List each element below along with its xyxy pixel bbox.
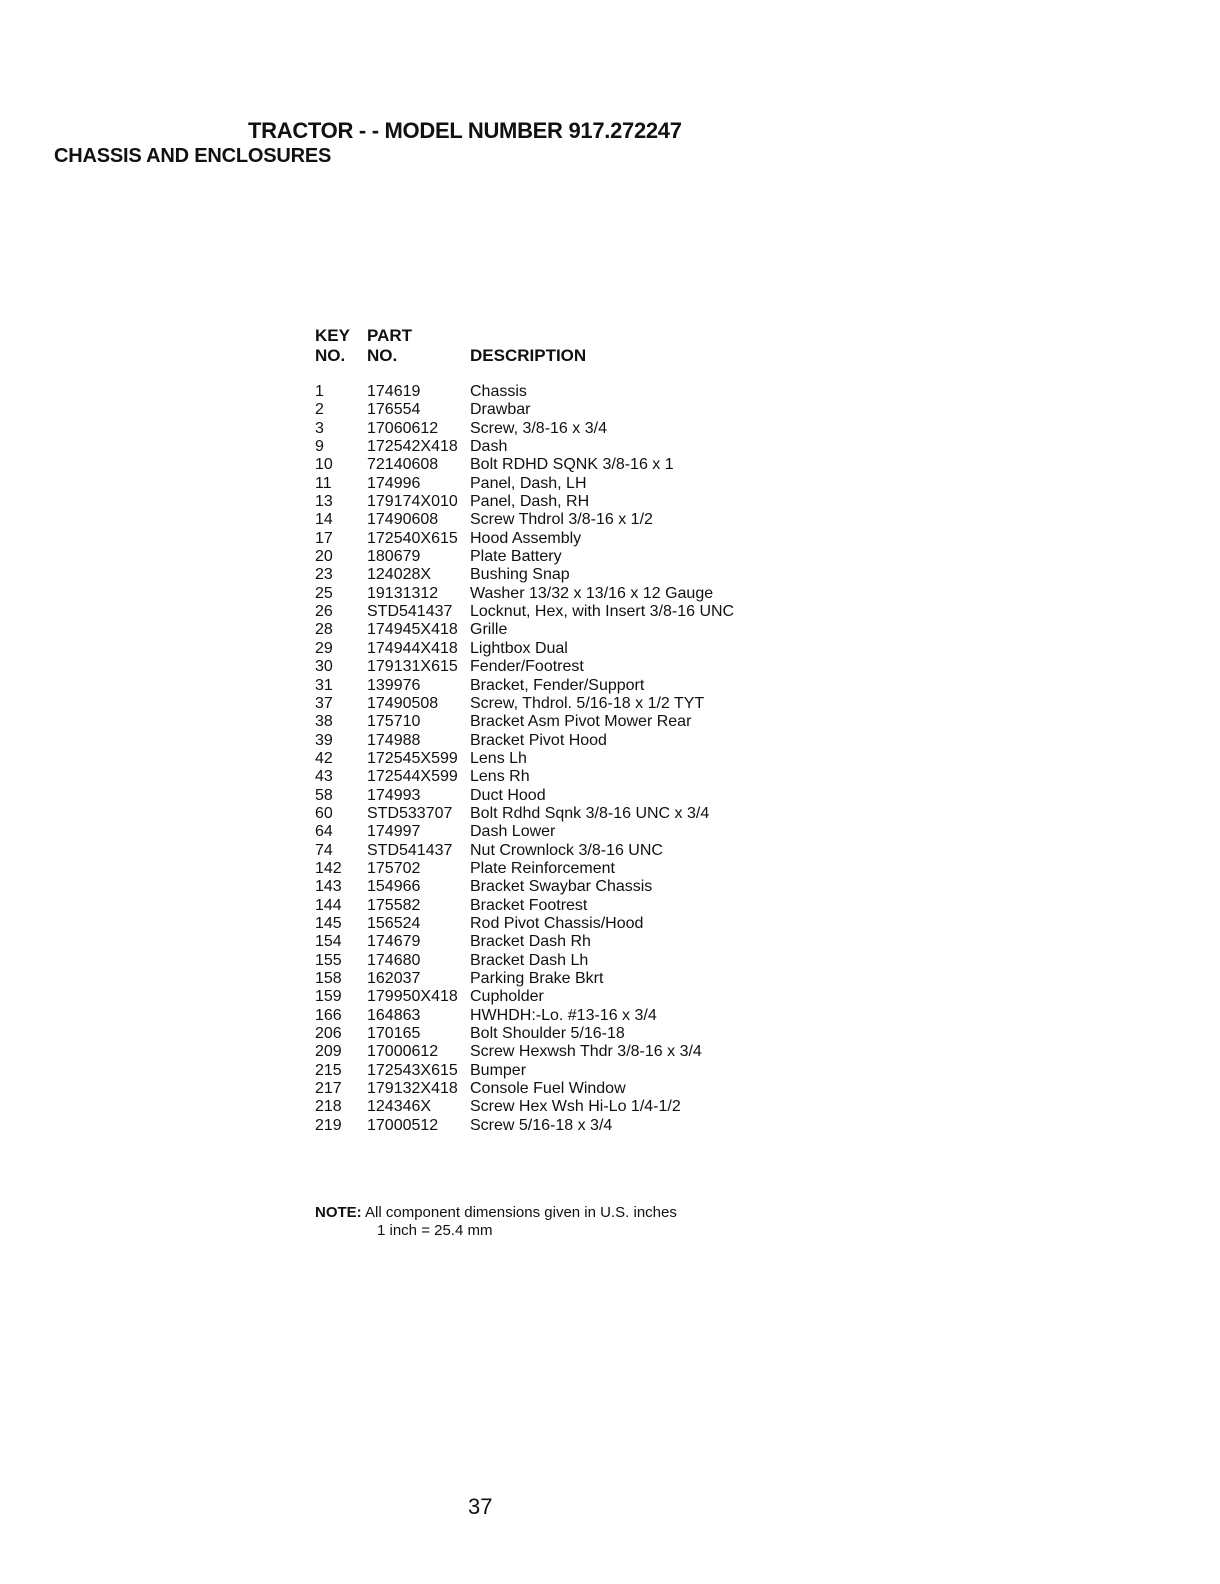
key-no: 64 — [315, 823, 333, 841]
part-no: 154966 — [367, 878, 421, 896]
part-description: Panel, Dash, RH — [470, 493, 590, 511]
part-no: 172542X418 — [367, 438, 458, 456]
part-no: 164863 — [367, 1006, 421, 1024]
key-no: 215 — [315, 1061, 342, 1079]
part-no: 172545X599 — [367, 749, 458, 767]
part-description: Rod Pivot Chassis/Hood — [470, 914, 644, 932]
key-no-header-line1: KEY — [315, 326, 350, 345]
part-description: Fender/Footrest — [470, 658, 584, 676]
key-no: 142 — [315, 859, 342, 877]
part-description: Drawbar — [470, 401, 531, 419]
part-no: 172543X615 — [367, 1061, 458, 1079]
key-no: 30 — [315, 658, 333, 676]
key-no: 10 — [315, 456, 333, 474]
part-no: 170165 — [367, 1025, 421, 1043]
part-no: 72140608 — [367, 456, 439, 474]
key-no: 14 — [315, 511, 333, 529]
part-description: Dash Lower — [470, 823, 556, 841]
key-no: 145 — [315, 914, 342, 932]
key-no: 154 — [315, 933, 342, 951]
note — [315, 1204, 677, 1222]
part-no: 179950X418 — [367, 988, 458, 1006]
part-no: STD541437 — [367, 841, 453, 859]
part-description: Screw Thdrol 3/8-16 x 1/2 — [470, 511, 653, 529]
part-no: 17060612 — [367, 419, 439, 437]
part-description: Bushing Snap — [470, 566, 570, 584]
part-no: 139976 — [367, 676, 421, 694]
key-no: 3 — [315, 419, 324, 437]
part-no: 180679 — [367, 548, 421, 566]
key-no: 25 — [315, 584, 333, 602]
part-description: Bolt Shoulder 5/16-18 — [470, 1025, 625, 1043]
part-description: Bracket, Fender/Support — [470, 676, 645, 694]
section-subtitle: CHASSIS AND ENCLOSURES — [54, 145, 332, 167]
part-description: Console Fuel Window — [470, 1080, 626, 1098]
part-description: Bracket Swaybar Chassis — [470, 878, 653, 896]
key-no: 37 — [315, 694, 333, 712]
key-no: 13 — [315, 493, 333, 511]
part-description: Lens Lh — [470, 749, 527, 767]
key-no: 217 — [315, 1080, 342, 1098]
part-no: 174680 — [367, 951, 421, 969]
page-number: 37 — [468, 1494, 493, 1519]
part-no: 156524 — [367, 914, 421, 932]
key-no: 206 — [315, 1025, 342, 1043]
part-no: 174997 — [367, 823, 421, 841]
key-no: 58 — [315, 786, 333, 804]
key-no: 17 — [315, 529, 333, 547]
part-description: Duct Hood — [470, 786, 546, 804]
key-no: 38 — [315, 713, 333, 731]
note-conversion: 1 inch = 25.4 mm — [377, 1222, 493, 1239]
part-no: 179131X615 — [367, 658, 458, 676]
part-no-header-line2: NO. — [367, 346, 398, 365]
part-no: 124028X — [367, 566, 432, 584]
part-description: Bumper — [470, 1061, 527, 1079]
key-no: 31 — [315, 676, 333, 694]
key-no: 39 — [315, 731, 333, 749]
part-description: Lightbox Dual — [470, 639, 568, 657]
part-no: 174944X418 — [367, 639, 458, 657]
part-no: STD533707 — [367, 804, 453, 822]
part-no: 162037 — [367, 970, 421, 987]
part-no: 17490608 — [367, 511, 439, 529]
part-no: 19131312 — [367, 584, 439, 602]
part-description: Bolt Rdhd Sqnk 3/8-16 UNC x 3/4 — [470, 804, 710, 822]
key-no: 159 — [315, 988, 342, 1006]
part-description: Panel, Dash, LH — [470, 474, 587, 492]
part-description: Grille — [470, 621, 508, 639]
part-no: 174619 — [367, 383, 421, 400]
part-no: 174996 — [367, 474, 421, 492]
part-no: 175582 — [367, 896, 421, 914]
key-no: 60 — [315, 804, 333, 822]
part-description: Locknut, Hex, with Insert 3/8-16 UNC — [470, 603, 735, 621]
part-description: Screw Hexwsh Thdr 3/8-16 x 3/4 — [470, 1043, 702, 1061]
part-description: Parking Brake Bkrt — [470, 970, 604, 987]
key-no: 158 — [315, 970, 342, 987]
part-description: Washer 13/32 x 13/16 x 12 Gauge — [470, 584, 714, 602]
note-text: All component dimensions given in U.S. inches — [365, 1204, 677, 1221]
key-no: 23 — [315, 566, 333, 584]
part-no: 17000612 — [367, 1043, 439, 1061]
key-no: 219 — [315, 1116, 342, 1134]
part-no: 172544X599 — [367, 768, 458, 786]
part-description: Bracket Dash Lh — [470, 951, 589, 969]
key-no: 42 — [315, 749, 333, 767]
part-no: STD541437 — [367, 603, 453, 621]
part-description: Cupholder — [470, 988, 544, 1006]
key-no: 26 — [315, 603, 333, 621]
part-description: Bolt RDHD SQNK 3/8-16 x 1 — [470, 456, 674, 474]
key-no: 2 — [315, 401, 324, 419]
part-description: Screw 5/16-18 x 3/4 — [470, 1116, 613, 1134]
part-no: 17000512 — [367, 1116, 439, 1134]
part-no: 176554 — [367, 401, 421, 419]
part-no: 179174X010 — [367, 493, 458, 511]
part-description: Dash — [470, 438, 508, 456]
key-no: 9 — [315, 438, 324, 456]
key-no: 29 — [315, 639, 333, 657]
part-no: 179132X418 — [367, 1080, 458, 1098]
page-title: TRACTOR - - MODEL NUMBER 917.272247 — [248, 118, 682, 143]
part-description: Hood Assembly — [470, 529, 582, 547]
key-no: 209 — [315, 1043, 342, 1061]
part-description: Chassis — [470, 383, 527, 400]
part-no: 174945X418 — [367, 621, 458, 639]
part-description: Screw, Thdrol. 5/16-18 x 1/2 TYT — [470, 694, 705, 712]
key-no: 20 — [315, 548, 333, 566]
key-no: 28 — [315, 621, 333, 639]
part-no: 175710 — [367, 713, 421, 731]
part-description: Bracket Pivot Hood — [470, 731, 607, 749]
part-description: Lens Rh — [470, 768, 530, 786]
key-no: 43 — [315, 768, 333, 786]
key-no: 166 — [315, 1006, 342, 1024]
key-no: 155 — [315, 951, 342, 969]
part-description: Screw, 3/8-16 x 3/4 — [470, 419, 607, 437]
part-no: 124346X — [367, 1098, 432, 1116]
part-description: Bracket Footrest — [470, 896, 588, 914]
part-no: 175702 — [367, 859, 421, 877]
part-description: Bracket Dash Rh — [470, 933, 591, 951]
key-no: 144 — [315, 896, 342, 914]
part-no: 17490508 — [367, 694, 439, 712]
key-no: 11 — [315, 474, 332, 492]
part-no: 174988 — [367, 731, 421, 749]
description-header: DESCRIPTION — [470, 346, 587, 365]
key-no: 1 — [315, 383, 324, 400]
key-no: 74 — [315, 841, 333, 859]
part-no: 172540X615 — [367, 529, 458, 547]
key-no: 218 — [315, 1098, 342, 1116]
note-label: NOTE: — [315, 1204, 362, 1221]
part-description: Plate Battery — [470, 548, 562, 566]
part-description: HWHDH:-Lo. #13-16 x 3/4 — [470, 1006, 657, 1024]
key-no-header-line2: NO. — [315, 346, 346, 365]
part-description: Nut Crownlock 3/8-16 UNC — [470, 841, 663, 859]
part-description: Plate Reinforcement — [470, 859, 615, 877]
key-no: 143 — [315, 878, 342, 896]
part-no: 174679 — [367, 933, 421, 951]
part-description: Screw Hex Wsh Hi-Lo 1/4-1/2 — [470, 1098, 681, 1116]
part-description: Bracket Asm Pivot Mower Rear — [470, 713, 692, 731]
part-no-header-line1: PART — [367, 326, 413, 345]
part-no: 174993 — [367, 786, 421, 804]
